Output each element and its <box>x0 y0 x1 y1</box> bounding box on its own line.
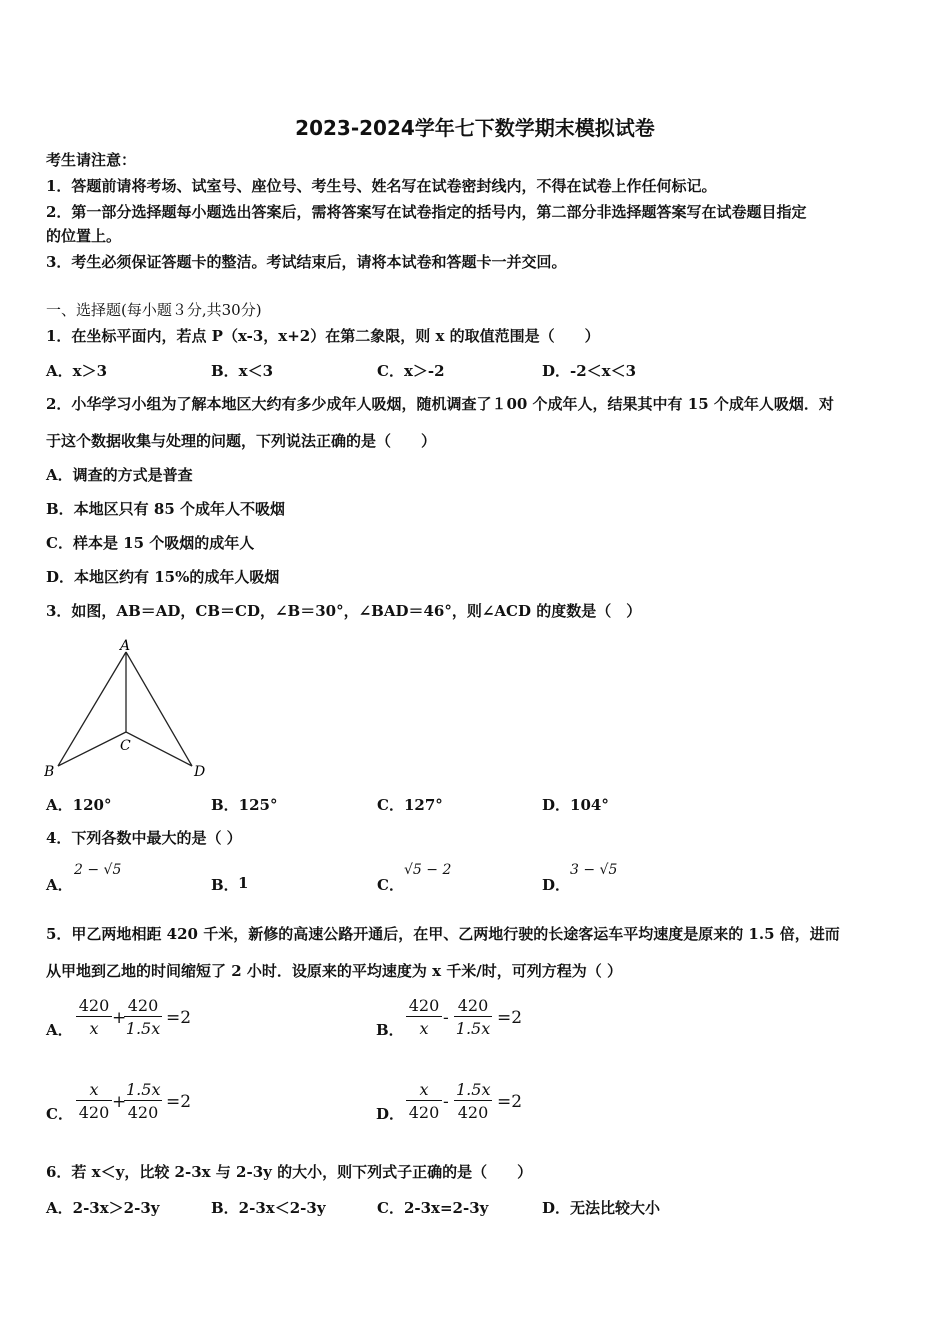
q1-option-b[interactable]: B．x＜3 <box>211 362 274 380</box>
q5-option-d[interactable]: D． <box>376 1105 405 1123</box>
q5-stem-2: 从甲地到乙地的时间缩短了 2 小时．设原来的平均速度为 x 千米/时，可列方程为（ ） <box>46 962 622 980</box>
q2-stem-2: 于这个数据收集与处理的问题，下列说法正确的是（ ） <box>46 432 437 450</box>
q4-value-d: 3 − √5 <box>570 862 618 878</box>
q5-c-frac2: $\frac{1.5x}{420}$ <box>126 1080 161 1122</box>
q2-option-c[interactable]: C．样本是 15 个吸烟的成年人 <box>46 534 255 552</box>
q5-option-c[interactable]: C． <box>46 1105 73 1123</box>
q2-option-d[interactable]: D．本地区约有 15%的成年人吸烟 <box>46 568 280 586</box>
q5-c-frac1: $\frac{x}{420}$ <box>76 1080 112 1122</box>
q6-option-a[interactable]: A．2-3x＞2-3y <box>46 1199 160 1217</box>
q2-option-a[interactable]: A．调查的方式是普查 <box>46 466 193 484</box>
section-heading: 一、选择题(每小题３分,共30分) <box>46 301 262 319</box>
notice-heading: 考生请注意： <box>46 151 137 169</box>
q5-stem-1: 5．甲乙两地相距 420 千米，新修的高速公路开通后，在甲、乙两地行驶的长途客运车平均速度是原来的 1.5 倍，进而 <box>46 925 840 943</box>
q1-option-d[interactable]: D．-2＜x＜3 <box>542 362 637 380</box>
q1-option-a[interactable]: A．x＞3 <box>46 362 108 380</box>
q5-a-frac2: $\frac{420}{1.5x}$ <box>125 996 161 1038</box>
notice-item-2: 2．第一部分选择题每小题选出答案后，需将答案写在试卷指定的括号内，第二部分非选择题答案写在试卷题目指定 <box>46 203 807 221</box>
q3-option-d[interactable]: D．104° <box>542 796 609 814</box>
q5-d-frac1: $\frac{x}{420}$ <box>406 1080 442 1122</box>
q3-options <box>46 794 906 816</box>
q4-option-d[interactable]: D． <box>542 876 571 894</box>
q3-option-b[interactable]: B．125° <box>211 796 278 814</box>
q4-value-b: 1 <box>238 874 249 892</box>
triangle-figure <box>44 634 214 780</box>
notice-item-2-cont: 的位置上。 <box>46 227 122 245</box>
q5-b-frac2: $\frac{420}{1.5x}$ <box>455 996 491 1038</box>
q4-value-c: √5 − 2 <box>404 862 452 878</box>
q1-option-c[interactable]: C．x＞-2 <box>377 362 445 380</box>
q5-option-a[interactable]: A． <box>46 1021 73 1039</box>
label-d: D <box>194 764 206 780</box>
q1-options <box>46 360 906 382</box>
notice-item-1: 1．答题前请将考场、试室号、座位号、考生号、姓名写在试卷密封线内，不得在试卷上作任何标记。 <box>46 177 717 195</box>
q3-option-a[interactable]: A．120° <box>46 796 112 814</box>
q4-option-b[interactable]: B． <box>211 876 239 894</box>
q6-option-c[interactable]: C．2-3x=2-3y <box>377 1199 489 1217</box>
label-b: B <box>44 764 55 780</box>
page-title: 2023-2024学年七下数学期末模拟试卷 <box>295 116 655 140</box>
label-a: A <box>120 638 131 654</box>
q3-stem: 3．如图，AB＝AD，CB＝CD，∠B＝30°，∠BAD＝46°，则∠ACD 的度数是（ ） <box>46 602 642 620</box>
q4-value-a: 2 − √5 <box>74 862 122 878</box>
q3-option-c[interactable]: C．127° <box>377 796 443 814</box>
q5-b-frac1: $\frac{420}{x}$ <box>406 996 442 1038</box>
q1-stem: 1．在坐标平面内，若点 P（x-3，x+2）在第二象限，则 x 的取值范围是（ ） <box>46 327 600 345</box>
q6-option-b[interactable]: B．2-3x＜2-3y <box>211 1199 326 1217</box>
q4-option-a[interactable]: A． <box>46 876 73 894</box>
label-c: C <box>120 738 131 754</box>
q6-stem: 6．若 x＜y，比较 2-3x 与 2-3y 的大小，则下列式子正确的是（ ） <box>46 1163 533 1181</box>
q2-option-b[interactable]: B．本地区只有 85 个成年人不吸烟 <box>46 500 285 518</box>
q6-options <box>46 1197 906 1219</box>
q4-stem: 4．下列各数中最大的是（ ） <box>46 829 242 847</box>
exam-page: 2023-2024学年七下数学期末模拟试卷 考生请注意： 1．答题前请将考场、试室号、座位号、考生号、姓名写在试卷密封线内，不得在试卷上作任何标记。 2．第一部分选择题每小题选出答案后，需将答案写在试卷指定的括号内，第二部分非选择题答案写在试卷题目指定 的位置上。 3．考生必须保证答题卡的整洁。考试结束后，请将本试卷和答题卡一并交回。 一、选择题(每小题３分,共30分) 1．在坐标平面内，若点 P（x-3，x+2）在第二象限，则 x 的取值范围是（ ） A．x＞3 B．x＜3 C．x＞-2 D．-2＜x＜3 2．小华学习小组为了解本地区大约有多少成年人吸烟，随机调查了１00 个成年人，结果其中有 15 个成年人吸烟．对 于这个数据收集与处理的问题，下列说法正确的是（ ） A．调查的方式是普查 B．本地区只有 85 个成年人不吸烟 C．样本是 15 个吸烟的成年人 D．本地区约有 15%的成年人吸烟 3．如图，AB＝AD，CB＝CD，∠B＝30°，∠BAD＝46°，则∠ACD 的度数是（ ） A C B D A．120° B．125° C．127° D．104° 4．下列各数中最大的是（ ） A． B． C． D． 2 − √5 1 √5 − 2 3 − √5 5．甲乙两地相距 420 千米，新修的高速公路开通后，在甲、乙两地行驶的长途客运车平均速度是原来的 1.5 倍，进而 从甲地到乙地的时间缩短了 2 小时．设原来的平均速度为 x 千米/时，可列方程为（ ） A． $\frac{420}{x}$ + $\frac{420}{1.5x}$ =2 B． $\frac{420}{x}$ - $\frac{420}{1.5x}$ =2 C． $\frac{x}{420}$ + $\frac{1.5x}{420}$ =2 D． $\frac{x}{420}$ - $\frac{1.5x}{420}$ =2 6．若 x＜y，比较 2-3x 与 2-3y 的大小，则下列式子正确的是（ ） A．2-3x＞2-3y B．2-3x＜2-3y C．2-3x=2-3y D．无法比较大小 <box>0 0 950 1344</box>
q4-option-c[interactable]: C． <box>377 876 404 894</box>
q4-options <box>46 874 906 896</box>
notice-item-3: 3．考生必须保证答题卡的整洁。考试结束后，请将本试卷和答题卡一并交回。 <box>46 253 567 271</box>
q6-option-d[interactable]: D．无法比较大小 <box>542 1199 661 1217</box>
q5-a-frac1: $\frac{420}{x}$ <box>76 996 112 1038</box>
q2-stem-1: 2．小华学习小组为了解本地区大约有多少成年人吸烟，随机调查了１00 个成年人，结果其中有 15 个成年人吸烟．对 <box>46 395 834 413</box>
q5-option-b[interactable]: B． <box>376 1021 404 1039</box>
q5-d-frac2: $\frac{1.5x}{420}$ <box>456 1080 491 1122</box>
